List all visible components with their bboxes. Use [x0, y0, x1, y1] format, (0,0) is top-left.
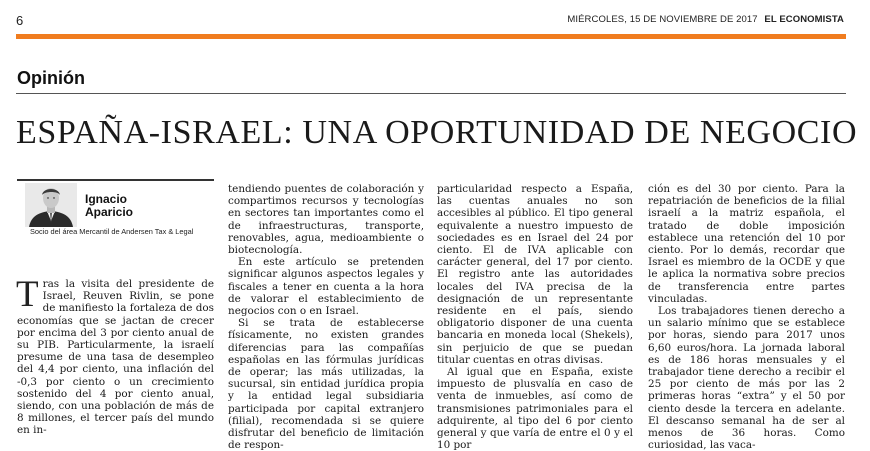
- section-title: Opinión: [17, 68, 85, 88]
- publication-name: EL ECONOMISTA: [764, 14, 844, 25]
- article-column-1: [16, 274, 214, 437]
- page-header: [0, 0, 870, 30]
- paragraph: Los trabajadores tienen derecho a un salario mínimo que se establece por horas, siendo para 2017 unos 6,60 euros/hora. La jornada laboral es de 186 horas mensuales y el trabajador tiene derecho a recibir el 25 por ciento de más por las 2 primeras horas “extra” y el 50 por ciento desde la tercera en adelante. El descanso semanal ha de ser al menos de 36 horas. Como curiosidad, las vaca-: [648, 305, 845, 451]
- author-last-name: Aparicio: [85, 205, 134, 219]
- author-photo: [25, 183, 77, 227]
- article-column-2: [228, 183, 424, 451]
- section-divider: [16, 93, 846, 94]
- drop-cap: T: [16, 274, 39, 315]
- article-headline: ESPAÑA-ISRAEL: UNA OPORTUNIDAD DE NEGOCIO: [16, 114, 858, 151]
- page-number: 6: [16, 13, 24, 28]
- paragraph: [16, 274, 214, 437]
- author-role: Socio del área Mercantil de Andersen Tax & Legal: [30, 227, 194, 236]
- author-name: [85, 193, 133, 219]
- paragraph-text: ras la visita del presidente de Israel, Reuven Rivlin, se pone de manifiesto la fortaleza de dos economías que se jactan de crecer por encima del 3 por ciento anual de su PIB. Particularmente, la israelí presume de una tasa de desempleo del 4,4 por ciento, una inflación del -0,3 por ciento o un crecimiento sostenido del 4 por ciento anual, siendo, con una población de más de 8 millones, el tercer país del mundo en in-: [17, 278, 214, 437]
- paragraph: particularidad respecto a España, las cuentas anuales no son accesibles al público. El tipo general equivalente a nuestro impuesto de sociedades es en Israel del 24 por ciento. El de IVA aplicable con carácter general, del 17 por ciento. El registro ante las autoridades locales del IVA precisa de la designación de un representante residente en el país, siendo obligatorio disponer de una cuenta bancaria en moneda local (Shekels), sin perjuicio de que se puedan titular cuentas en otras divisas.: [437, 183, 633, 366]
- masthead: [567, 14, 844, 25]
- article-column-3: [437, 183, 633, 451]
- header-orange-rule: [16, 34, 846, 39]
- paragraph: ción es del 30 por ciento. Para la repatriación de beneficios de la filial israelí a la matriz española, el tratado de doble imposición establece una retención del 10 por ciento. Por lo demás, recordar que Israel es miembro de la OCDE y que le aplica la normativa sobre precios de transferencia entre partes vinculadas.: [648, 183, 845, 305]
- paragraph: tendiendo puentes de colaboración y compartimos recursos y tecnologías en sectores tan importantes como el de infraestructuras, transporte, renovables, agua, medioambiente o biotecnología.: [228, 183, 424, 257]
- paragraph: Si se trata de establecerse físicamente, no existen grandes diferencias para las compañías españolas en las fórmulas jurídicas de operar; las más utilizadas, la sucursal, sin entidad jurídica propia y la entidad legal subsidiaria participada por capital extranjero (filial), recomendada si se quiere disfrutar del beneficio de limitación de respon-: [228, 317, 424, 451]
- paragraph: En este artículo se pretenden significar algunos aspectos legales y fiscales a tener en cuenta a la hora de valorar el establecimiento de negocios con o en Israel.: [228, 256, 424, 318]
- article-column-4: [648, 183, 845, 451]
- paragraph: Al igual que en España, existe impuesto de plusvalía en caso de venta de inmuebles, así como de transmisiones patrimoniales para el adquirente, al tipo del 6 por ciento general y que varía de entre el 0 y el 10 por: [437, 366, 633, 451]
- author-divider: [17, 179, 214, 181]
- author-first-name: Ignacio: [85, 192, 128, 206]
- author-box: [17, 179, 214, 243]
- issue-date: MIÉRCOLES, 15 DE NOVIEMBRE DE 2017: [567, 14, 758, 25]
